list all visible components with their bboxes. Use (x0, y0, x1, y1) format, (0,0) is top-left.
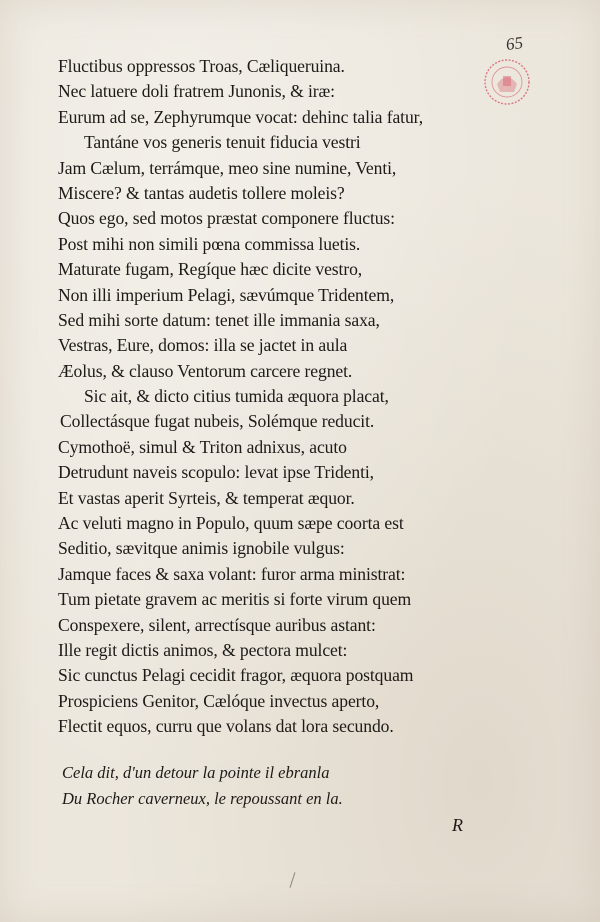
verse-line: Æolus, & clauso Ventorum carcere regnet. (58, 360, 353, 381)
verse-line: Post mihi non simili pœna commissa luetis. (58, 233, 361, 254)
verse-line: Tum pietate gravem ac meritis si forte virum quem (58, 589, 412, 610)
verse-line: Seditio, sævitque animis ignobile vulgus: (58, 538, 345, 559)
french-line: Du Rocher caverneux, le repoussant en la. (62, 789, 343, 808)
verse-line: Collectásque fugat nubeis, Solémque reducit. (60, 411, 375, 432)
verse-line: Ille regit dictis animos, & pectora mulcet: (58, 639, 348, 660)
verse-line: Ac veluti magno in Populo, quum sæpe coorta est (58, 513, 404, 534)
verse-line: Sic cunctus Pelagi cecidit fragor, æquora postquam (58, 665, 414, 686)
verse-line: Nec latuere doli fratrem Junonis, & iræ: (58, 81, 335, 102)
verse-line: Flectit equos, curru que volans dat lora secundo. (58, 716, 394, 737)
verse-line: Maturate fugam, Regíque hæc dicite vestro, (58, 259, 363, 280)
verse-line: Prospiciens Genitor, Cælóque invectus aperto, (58, 690, 380, 711)
verse-line: Tantáne vos generis tenuit fiducia vestri (84, 132, 361, 153)
french-line: Cela dit, d'un detour la pointe il ebranla (62, 763, 330, 782)
verse-line: Miscere? & tantas audetis tollere moleis? (58, 182, 345, 203)
latin-verse (58, 54, 528, 740)
verse-line: Non illi imperium Pelagi, sævúmque Tridentem, (58, 284, 395, 305)
verse-line: Sic ait, & dicto citius tumida æquora placat, (84, 386, 389, 407)
verse-line: Cymothoë, simul & Triton adnixus, acuto (58, 436, 347, 457)
verse-line: Eurum ad se, Zephyrumque vocat: dehinc talia fatur, (58, 106, 423, 127)
verse-line: Vestras, Eure, domos: illa se jactet in aula (58, 335, 348, 356)
catchword: R (452, 815, 463, 835)
verse-line: Et vastas aperit Syrteis, & temperat æquor. (58, 487, 355, 508)
verse-line: Quos ego, sed motos præstat componere fluctus: (58, 208, 395, 229)
verse-line: Jam Cælum, terrámque, meo sine numine, Venti, (58, 157, 397, 178)
margin-mark (290, 872, 296, 888)
verse-line: Conspexere, silent, arrectísque auribus astant: (58, 614, 376, 635)
verse-line: Sed mihi sorte datum: tenet ille immania saxa, (58, 309, 380, 330)
verse-line: Fluctibus oppressos Troas, Cæliqueruina. (58, 56, 345, 76)
french-translation (62, 760, 482, 812)
verse-line: Jamque faces & saxa volant: furor arma ministrat: (58, 563, 406, 584)
page-number: 65 (504, 32, 525, 55)
verse-line: Detrudunt naveis scopulo: levat ipse Tridenti, (58, 462, 374, 483)
